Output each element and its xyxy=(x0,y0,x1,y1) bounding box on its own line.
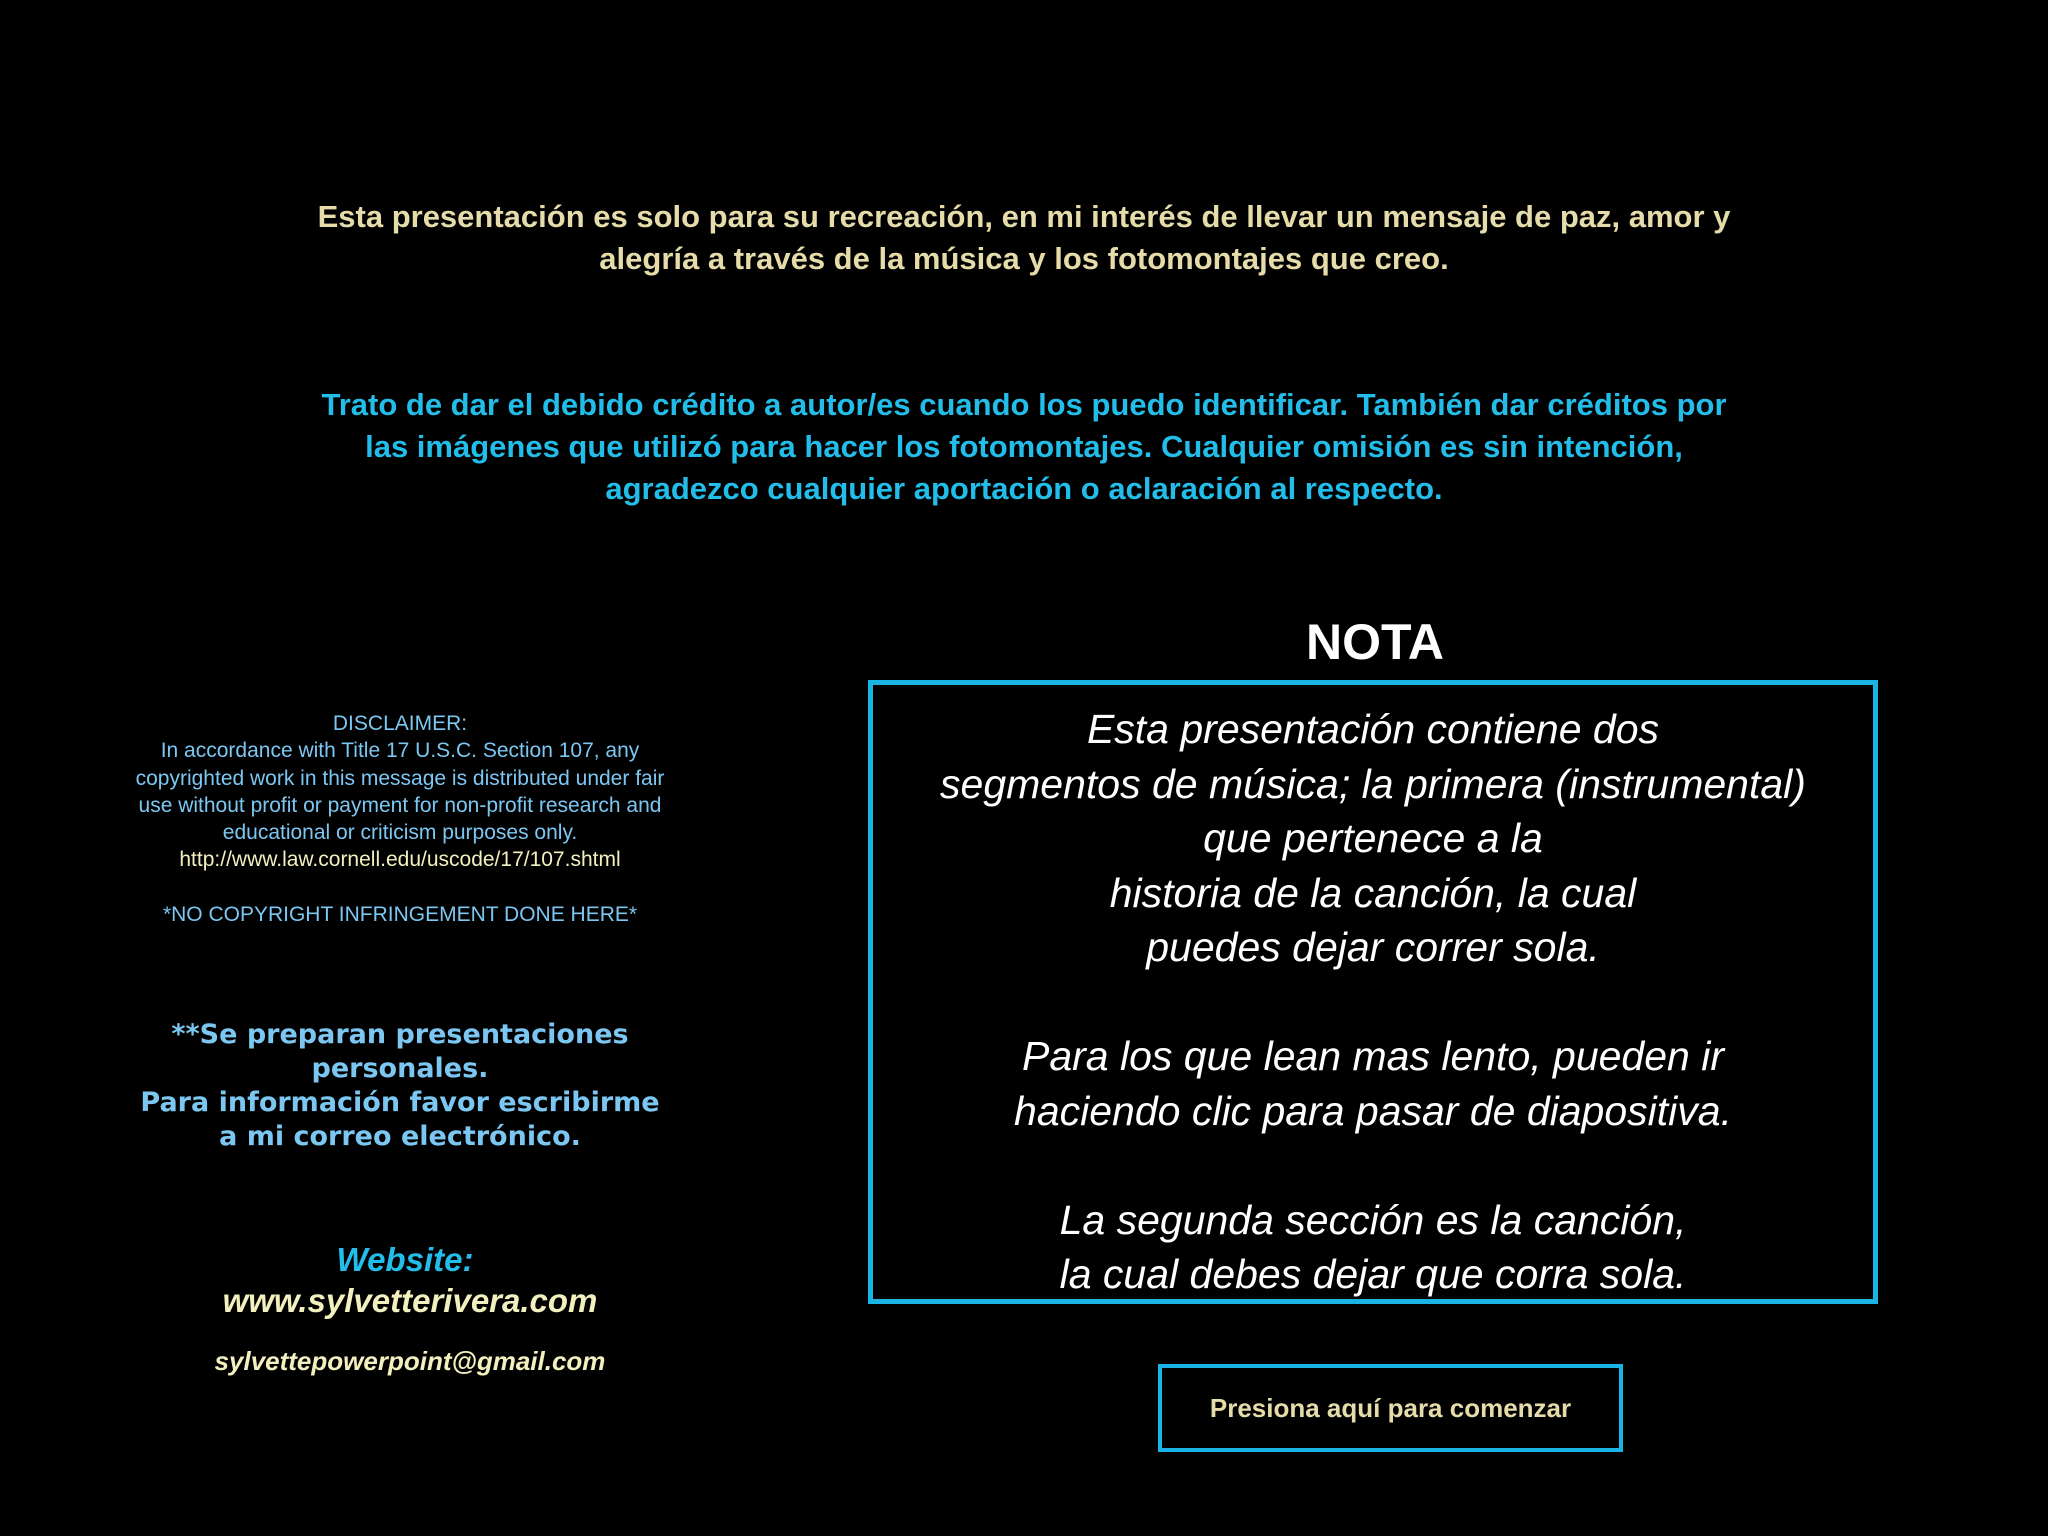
nota-line: segmentos de música; la primera (instrumental) xyxy=(940,760,1806,807)
disclaimer-line: educational or criticism purposes only. xyxy=(222,821,578,845)
personal-line: a mi correo electrónico. xyxy=(219,1121,581,1152)
email-link[interactable]: sylvettepowerpoint@gmail.com xyxy=(214,1346,606,1376)
credits-line: Trato de dar el debido crédito a autor/es cuando los puedo identificar. También dar créditos por xyxy=(321,387,1727,422)
disclaimer-heading: DISCLAIMER: xyxy=(332,712,468,735)
credits-text xyxy=(200,384,1848,510)
nota-line: haciendo clic para pasar de diapositiva. xyxy=(1014,1087,1732,1134)
intro-line: alegría a través de la música y los fotomontajes que creo. xyxy=(599,241,1449,276)
disclaimer-line: copyrighted work in this message is distributed under fair xyxy=(135,766,665,790)
intro-line: Esta presentación es solo para su recreación, en mi interés de llevar un mensaje de paz, amor y xyxy=(317,199,1731,234)
nota-title: NOTA xyxy=(1306,614,1444,670)
personal-presentations-note xyxy=(80,1018,720,1154)
nota-line: La segunda sección es la canción, xyxy=(1059,1196,1687,1243)
copyright-notice: *NO COPYRIGHT INFRINGEMENT DONE HERE* xyxy=(162,902,638,926)
credits-line: agradezco cualquier aportación o aclaración al respecto. xyxy=(605,471,1443,506)
website-link[interactable]: www.sylvetterivera.com xyxy=(222,1282,598,1319)
nota-line: Esta presentación contiene dos xyxy=(1086,706,1660,752)
website-label: Website: xyxy=(336,1241,474,1278)
start-button[interactable] xyxy=(1158,1364,1623,1452)
nota-box xyxy=(868,680,1878,1304)
nota-line: que pertenece a la xyxy=(1203,815,1543,861)
personal-line: personales. xyxy=(311,1053,489,1084)
personal-line: **Se preparan presentaciones xyxy=(171,1019,629,1050)
start-button-label: Presiona aquí para comenzar xyxy=(1209,1392,1572,1423)
intro-text xyxy=(200,196,1848,280)
personal-line: Para información favor escribirme xyxy=(140,1087,660,1118)
disclaimer-line: In accordance with Title 17 U.S.C. Section 107, any xyxy=(160,739,640,763)
nota-line: puedes dejar correr sola. xyxy=(1146,924,1600,970)
nota-line: Para los que lean mas lento, pueden ir xyxy=(1021,1033,1724,1079)
nota-line: historia de la canción, la cual xyxy=(1109,869,1637,916)
disclaimer-url-link[interactable]: http://www.law.cornell.edu/uscode/17/107.shtml xyxy=(179,848,621,872)
disclaimer-line: use without profit or payment for non-profit research and xyxy=(138,793,662,817)
disclaimer-block xyxy=(80,710,720,928)
credits-line: las imágenes que utilizó para hacer los fotomontajes. Cualquier omisión es sin intención, xyxy=(365,429,1683,464)
nota-line: la cual debes dejar que corra sola. xyxy=(1059,1251,1687,1297)
nota-text xyxy=(873,702,1873,1302)
